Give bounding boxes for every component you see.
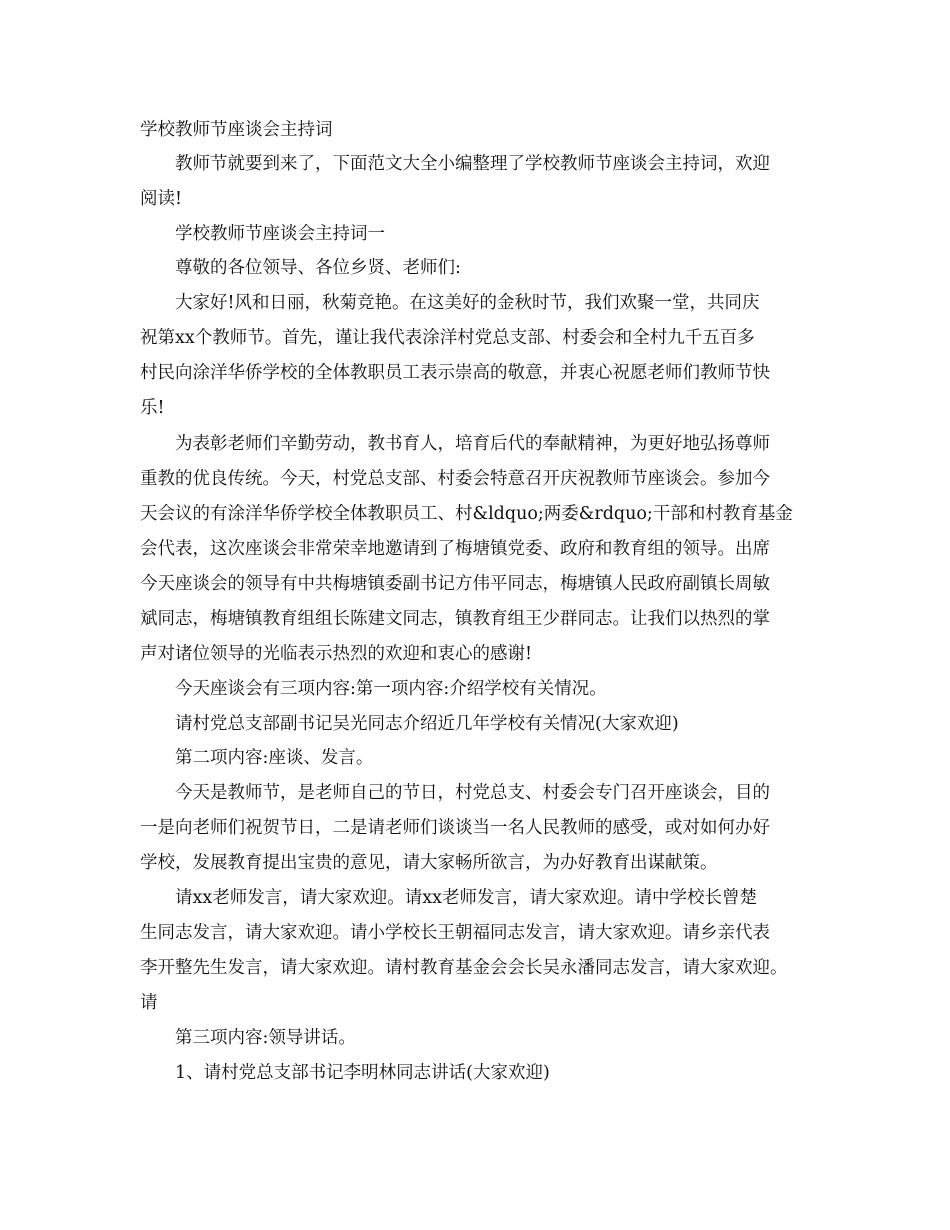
paragraph-line: 尊敬的各位领导、各位乡贤、老师们: bbox=[175, 258, 461, 278]
paragraph-line: 重教的优良传统。今天，村党总支部、村委会特意召开庆祝教师节座谈会。参加今 bbox=[140, 469, 770, 489]
paragraph-line: 今天座谈会的领导有中共梅塘镇委副书记方伟平同志，梅塘镇人民政府副镇长周敏 bbox=[140, 574, 770, 594]
paragraph-line: 1、请村党总支部书记李明林同志讲话(大家欢迎) bbox=[175, 1063, 550, 1083]
paragraph-line: 李开整先生发言，请大家欢迎。请村教育基金会会长吴永潘同志发言，请大家欢迎。 bbox=[140, 958, 788, 978]
paragraph-line: 第二项内容:座谈、发言。 bbox=[175, 748, 374, 768]
paragraph-line: 阅读! bbox=[140, 189, 183, 209]
paragraph-line: 请 bbox=[140, 993, 158, 1013]
paragraph-line: 声对诸位领导的光临表示热烈的欢迎和衷心的感谢! bbox=[140, 644, 533, 664]
paragraph-line: 天会议的有涂洋华侨学校全体教职员工、村&ldquo;两委&rdquo;干部和村教育基金 bbox=[140, 504, 793, 524]
section-heading: 学校教师节座谈会主持词一 bbox=[175, 224, 385, 244]
paragraph-line: 请xx老师发言，请大家欢迎。请xx老师发言，请大家欢迎。请中学校长曾楚 bbox=[175, 888, 757, 908]
paragraph-line: 会代表，这次座谈会非常荣幸地邀请到了梅塘镇党委、政府和教育组的领导。出席 bbox=[140, 539, 770, 559]
paragraph-line: 第三项内容:领导讲话。 bbox=[175, 1028, 356, 1048]
paragraph-line: 为表彰老师们辛勤劳动，教书育人，培育后代的奉献精神，为更好地弘扬尊师 bbox=[175, 434, 770, 454]
paragraph-line: 一是向老师们祝贺节日，二是请老师们谈谈当一名人民教师的感受，或对如何办好 bbox=[140, 818, 770, 838]
paragraph-line: 乐! bbox=[140, 398, 165, 418]
paragraph-line: 教师节就要到来了，下面范文大全小编整理了学校教师节座谈会主持词，欢迎 bbox=[175, 154, 770, 174]
paragraph-line: 斌同志，梅塘镇教育组组长陈建文同志，镇教育组王少群同志。让我们以热烈的掌 bbox=[140, 609, 770, 629]
paragraph-line: 大家好!风和日丽，秋菊竞艳。在这美好的金秋时节，我们欢聚一堂，共同庆 bbox=[175, 293, 760, 313]
paragraph-line: 今天是教师节，是老师自己的节日，村党总支、村委会专门召开座谈会，目的 bbox=[175, 783, 770, 803]
paragraph-line: 今天座谈会有三项内容:第一项内容:介绍学校有关情况。 bbox=[175, 679, 607, 699]
document-title: 学校教师节座谈会主持词 bbox=[140, 120, 333, 140]
paragraph-line: 学校，发展教育提出宝贵的意见，请大家畅所欲言，为办好教育出谋献策。 bbox=[140, 853, 718, 873]
paragraph-line: 祝第xx个教师节。首先，谨让我代表涂洋村党总支部、村委会和全村九千五百多 bbox=[140, 328, 755, 348]
paragraph-line: 村民向涂洋华侨学校的全体教职员工表示崇高的敬意，并衷心祝愿老师们教师节快 bbox=[140, 363, 770, 383]
paragraph-line: 请村党总支部副书记吴光同志介绍近几年学校有关情况(大家欢迎) bbox=[175, 714, 679, 734]
paragraph-line: 生同志发言，请大家欢迎。请小学校长王朝福同志发言，请大家欢迎。请乡亲代表 bbox=[140, 923, 770, 943]
